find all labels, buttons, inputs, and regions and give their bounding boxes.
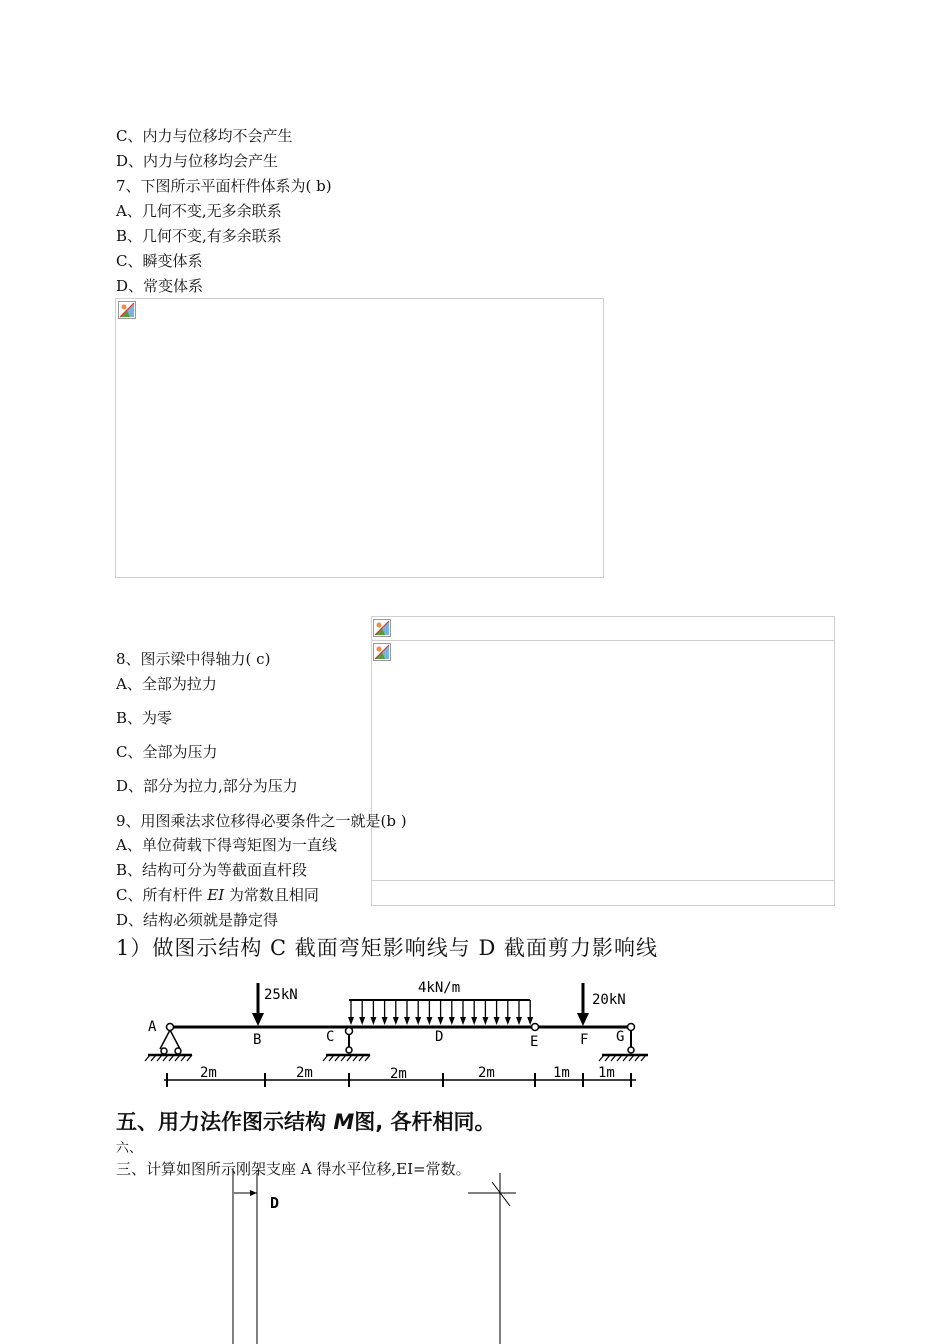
broken-image-icon xyxy=(373,619,391,637)
frame-label-d: D xyxy=(270,1194,280,1212)
node-a-label: A xyxy=(148,1019,157,1035)
q8-option-a: A、全部为拉力 xyxy=(116,675,217,693)
distributed-load xyxy=(348,1000,533,1025)
q9-option-d: D、结构必须就是静定得 xyxy=(116,911,279,929)
udl-arrow-head xyxy=(505,1017,511,1025)
point-load-f xyxy=(577,983,589,1026)
dim-label-3: 2m xyxy=(390,1066,407,1082)
image-frame-bottom xyxy=(371,880,835,906)
q7-option-d: D、常变体系 xyxy=(116,277,204,295)
node-g-label: G xyxy=(616,1029,625,1045)
node-f-label: F xyxy=(580,1032,589,1048)
dim-label-2: 2m xyxy=(296,1065,313,1081)
hinge-e xyxy=(532,1024,539,1031)
broken-image-beam xyxy=(371,640,835,881)
q7-option-b: B、几何不变,有多余联系 xyxy=(116,227,282,245)
frame-figure xyxy=(220,1168,530,1344)
udl-arrow-head xyxy=(494,1017,500,1025)
udl-arrow-head xyxy=(426,1017,432,1025)
udl-arrow-head xyxy=(359,1017,365,1025)
problem-5-title xyxy=(116,1106,496,1136)
udl-arrow-head xyxy=(449,1017,455,1025)
broken-image-frame xyxy=(115,298,604,578)
beam-figure xyxy=(140,975,660,1090)
node-d-label: D xyxy=(435,1029,444,1045)
problem-3-text: 三、计算如图所示刚架支座 A 得水平位移,EI=常数。 xyxy=(116,1160,471,1178)
udl-arrow-head xyxy=(516,1017,522,1025)
q9-option-a: A、单位荷载下得弯矩图为一直线 xyxy=(116,836,337,854)
problem-5-prefix: 五、用力法作图示结构 xyxy=(116,1110,334,1134)
force-arrow-head xyxy=(250,1190,257,1196)
q8-option-b: B、为零 xyxy=(116,709,173,727)
load-f-label: 20kN xyxy=(592,992,626,1008)
broken-image-small xyxy=(371,616,835,641)
load-b-label: 25kN xyxy=(264,987,298,1003)
q6-option-d: D、内力与位移均会产生 xyxy=(116,152,279,170)
q8-question: 8、图示梁中得轴力( c) xyxy=(116,650,271,668)
q9-option-c xyxy=(116,886,319,904)
q7-option-a: A、几何不变,无多余联系 xyxy=(116,202,282,220)
udl-arrow-head xyxy=(348,1017,354,1025)
dim-label-1: 2m xyxy=(200,1065,217,1081)
q9-option-c-suffix: 为常数且相同 xyxy=(224,886,319,904)
problem-1-title: 1）做图示结构 C 截面弯矩影响线与 D 截面剪力影响线 xyxy=(116,936,658,960)
node-e-label: E xyxy=(530,1034,539,1050)
udl-arrow-head xyxy=(393,1017,399,1025)
broken-image-icon xyxy=(373,643,391,661)
q8-option-c: C、全部为压力 xyxy=(116,743,218,761)
q7-question: 7、下图所示平面杆件体系为( b) xyxy=(116,177,332,195)
dimension-slash xyxy=(492,1182,510,1206)
load-dist-label: 4kN/m xyxy=(418,980,461,996)
q6-option-c: C、内力与位移均不会产生 xyxy=(116,127,293,145)
point-load-b xyxy=(252,983,264,1026)
q7-option-c: C、瞬变体系 xyxy=(116,252,203,270)
udl-arrow-head xyxy=(404,1017,410,1025)
udl-arrow-head xyxy=(370,1017,376,1025)
dim-label-4: 2m xyxy=(478,1065,495,1081)
q8-option-d: D、部分为拉力,部分为压力 xyxy=(116,777,298,795)
q9-option-c-prefix: C、所有杆件 xyxy=(116,886,208,904)
udl-arrow-head xyxy=(482,1017,488,1025)
q9-question: 9、用图乘法求位移得必要条件之一就是(b ) xyxy=(116,812,407,830)
problem-5-m: M xyxy=(333,1110,355,1134)
dim-label-5: 1m xyxy=(553,1065,570,1081)
node-b-label: B xyxy=(253,1032,262,1048)
q9-option-c-ei: EI xyxy=(207,886,225,904)
q9-option-b: B、结构可分为等截面直杆段 xyxy=(116,861,308,879)
udl-arrow-head xyxy=(460,1017,466,1025)
udl-arrow-head xyxy=(382,1017,388,1025)
dim-label-6: 1m xyxy=(598,1065,615,1081)
udl-arrow-head xyxy=(415,1017,421,1025)
udl-arrow-head xyxy=(438,1017,444,1025)
problem-5-suffix: 图, 各杆相同。 xyxy=(354,1110,496,1134)
broken-image-icon xyxy=(118,301,136,319)
problem-6-label: 六、 xyxy=(116,1141,143,1156)
udl-arrow-head xyxy=(471,1017,477,1025)
node-c-label: C xyxy=(326,1029,335,1045)
